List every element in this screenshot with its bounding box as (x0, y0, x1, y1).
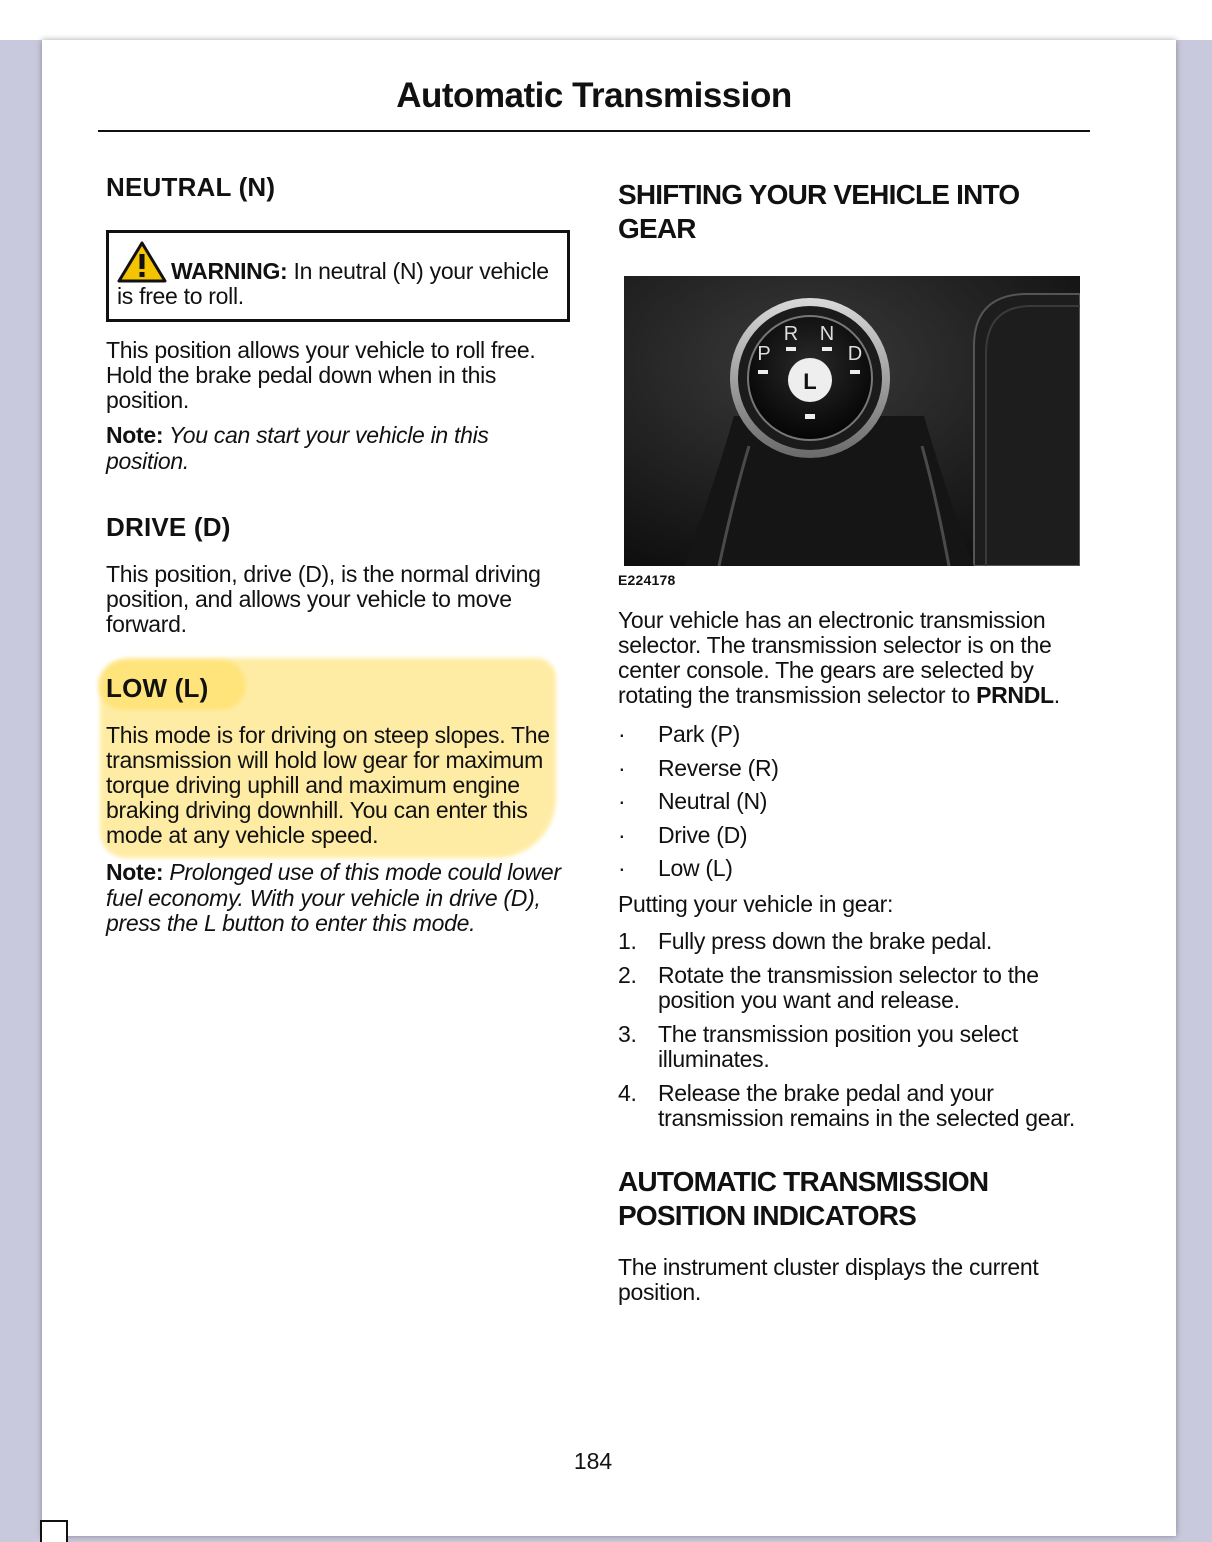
page-title: Automatic Transmission (396, 76, 792, 115)
step-number: 2. (618, 962, 637, 988)
bullet-mark: · (618, 821, 626, 848)
top-strip (0, 0, 1212, 40)
warning-label: WARNING: (171, 258, 288, 284)
header-rule (98, 130, 1090, 132)
left-column (106, 170, 572, 937)
indicators-heading-line1: AUTOMATIC TRANSMISSION (618, 1166, 989, 1197)
low-note (106, 860, 572, 937)
list-item (618, 1022, 1084, 1072)
selector-label-p: P (757, 343, 771, 365)
list-item-text: Neutral (N) (658, 788, 768, 814)
neutral-note (106, 423, 572, 474)
selector-label-d: D (847, 343, 863, 365)
list-item-text: Low (L) (658, 855, 733, 881)
bullet-mark: · (618, 855, 626, 881)
list-item-text: Reverse (R) (658, 754, 779, 781)
low-heading: LOW (L) (106, 673, 209, 703)
bullet-mark: · (618, 754, 626, 781)
list-item-text: Park (P) (658, 721, 740, 747)
indicators-heading-line2: POSITION INDICATORS (618, 1200, 917, 1231)
selector-label-r: R (783, 323, 799, 345)
selector-label-l: L (803, 369, 817, 394)
warning-box (106, 230, 570, 322)
intro-text: Your vehicle has an electronic transmission selector. The transmission selector is on the center console. The gears are selected by rotating the transmission selector to (618, 607, 1052, 708)
note-text: You can start your vehicle in this position. (106, 422, 489, 474)
shifting-intro (618, 608, 1084, 708)
bullet-mark: · (618, 721, 626, 747)
shifting-heading (618, 178, 1084, 246)
drive-body: This position, drive (D), is the normal driving position, and allows your vehicle to move forward. (106, 561, 541, 637)
rotary-shifter-illustration (624, 276, 1080, 566)
neutral-body: This position allows your vehicle to roll free. Hold the brake pedal down when in this position. (106, 337, 536, 413)
step-number: 4. (618, 1080, 637, 1106)
step-text: The transmission position you select illuminates. (658, 1021, 1018, 1072)
note-label: Note: (106, 859, 164, 885)
list-item (618, 823, 1084, 848)
right-column (618, 170, 1084, 1305)
warning-text: In neutral (N) your vehicle is free to roll. (117, 258, 549, 309)
corner-checkbox[interactable] (40, 1520, 68, 1542)
selector-label-n: N (819, 323, 835, 345)
step-number: 3. (618, 1021, 637, 1047)
transmission-selector-image (624, 276, 1080, 566)
list-item (618, 856, 1084, 881)
page-number: 184 (573, 1448, 613, 1474)
step-text: Release the brake pedal and your transmission remains in the selected gear. (658, 1080, 1075, 1131)
step-text: Fully press down the brake pedal. (658, 928, 993, 954)
figure-caption: E224178 (618, 572, 676, 588)
intro-end: . (1053, 682, 1060, 708)
steps-list (618, 929, 1084, 1131)
steps-intro: Putting your vehicle in gear: (618, 891, 894, 917)
indicators-heading (618, 1165, 1084, 1233)
list-item (618, 963, 1084, 1013)
list-item (618, 1081, 1084, 1131)
step-number: 1. (618, 928, 637, 954)
low-body: This mode is for driving on steep slopes. The transmission will hold low gear for maximum torque driving uphill and maximum engine braking driving downhill. You can enter this mode at any vehicle speed. (106, 722, 550, 848)
note-text: Prolonged use of this mode could lower fuel economy. With your vehicle in drive (D), press the L button to enter this mode. (106, 859, 561, 936)
warning-triangle-icon (117, 241, 167, 283)
gear-list (618, 722, 1084, 881)
bullet-mark: · (618, 788, 626, 814)
shifting-heading-line1: SHIFTING YOUR VEHICLE INTO (618, 179, 1020, 210)
warning-paragraph (117, 241, 559, 309)
neutral-heading: NEUTRAL (N) (106, 172, 276, 202)
indicators-body: The instrument cluster displays the current position. (618, 1254, 1039, 1305)
list-item (618, 722, 1084, 747)
shifting-heading-line2: GEAR (618, 213, 696, 244)
list-item (618, 789, 1084, 814)
note-label: Note: (106, 422, 164, 448)
step-text: Rotate the transmission selector to the position you want and release. (658, 962, 1039, 1013)
intro-bold: PRNDL (976, 682, 1054, 708)
list-item (618, 756, 1084, 781)
drive-heading: DRIVE (D) (106, 512, 231, 542)
list-item (618, 929, 1084, 954)
list-item-text: Drive (D) (658, 821, 748, 848)
